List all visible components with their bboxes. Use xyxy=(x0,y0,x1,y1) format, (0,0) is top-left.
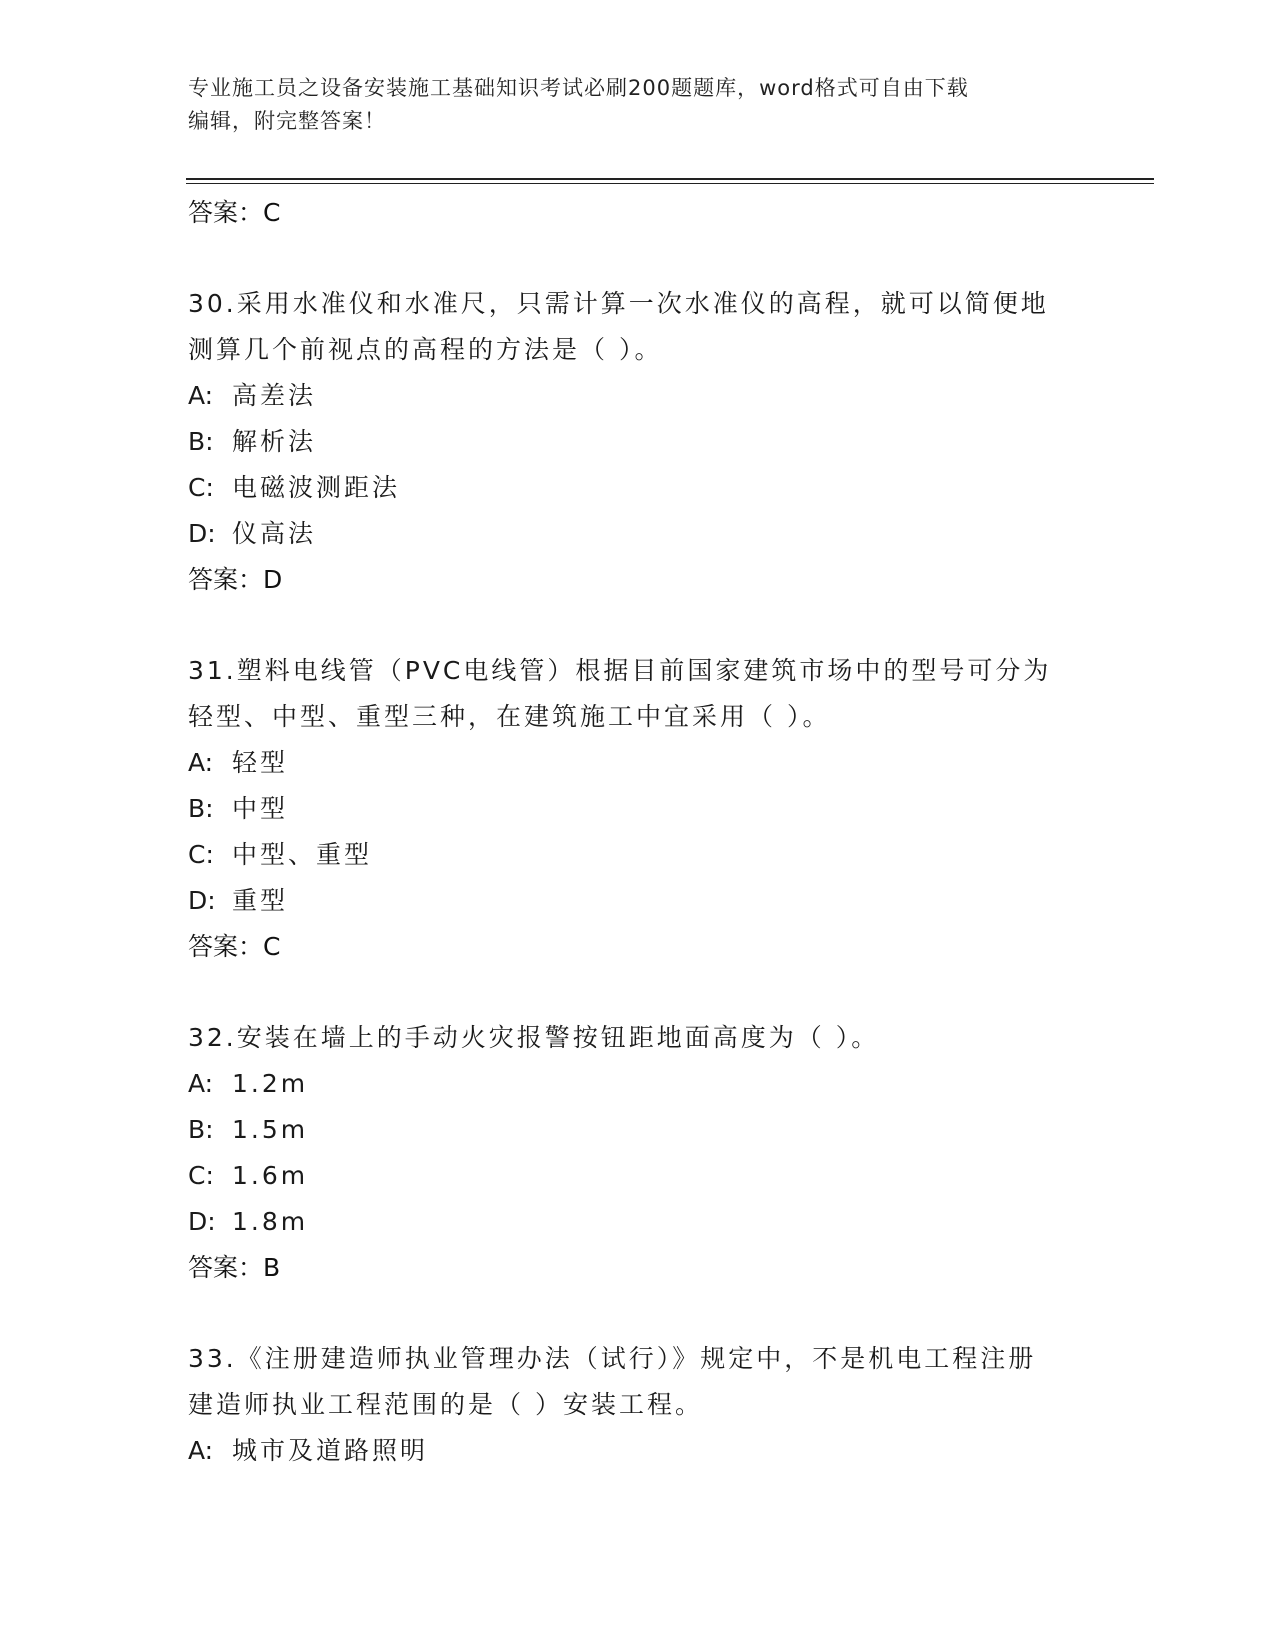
question-stem-line: 33.《注册建造师执业管理办法（试行）》规定中，不是机电工程注册 xyxy=(188,1344,1037,1373)
question-list xyxy=(188,190,1088,1474)
option-letter: A: xyxy=(188,1436,214,1465)
option-text: 高差法 xyxy=(232,381,317,410)
option-text: 1.2m xyxy=(232,1069,309,1098)
option-b xyxy=(188,419,1088,465)
question-33 xyxy=(188,1336,1088,1474)
answer-q29: 答案：C xyxy=(188,198,281,227)
question-stem xyxy=(188,281,1088,373)
option-text: 1.8m xyxy=(232,1207,309,1236)
spacer xyxy=(188,1291,1088,1336)
header-title-line1: 专业施工员之设备安装施工基础知识考试必刷200题题库，word格式可自由下载 xyxy=(188,76,969,100)
option-letter: C: xyxy=(188,840,214,869)
option-letter: C: xyxy=(188,473,214,502)
option-text: 城市及道路照明 xyxy=(232,1436,429,1465)
answer-q31: 答案：C xyxy=(188,932,281,961)
option-text: 中型、重型 xyxy=(232,840,373,869)
option-text: 1.5m xyxy=(232,1115,309,1144)
question-stem-line: 31.塑料电线管（PVC电线管）根据目前国家建筑市场中的型号可分为 xyxy=(188,656,1052,685)
answer-q30: 答案：D xyxy=(188,565,283,594)
option-b xyxy=(188,1107,1088,1153)
option-a xyxy=(188,373,1088,419)
spacer xyxy=(188,970,1088,1015)
option-text: 电磁波测距法 xyxy=(232,473,401,502)
spacer xyxy=(188,603,1088,648)
option-letter: B: xyxy=(188,427,214,456)
option-a xyxy=(188,1061,1088,1107)
header-title-line2: 编辑，附完整答案！ xyxy=(188,109,386,133)
option-letter: D: xyxy=(188,519,216,548)
option-letter: A: xyxy=(188,381,214,410)
answer-q32: 答案：B xyxy=(188,1253,281,1282)
question-32 xyxy=(188,1015,1088,1291)
option-a xyxy=(188,1428,1088,1474)
option-text: 解析法 xyxy=(232,427,317,456)
option-b xyxy=(188,786,1088,832)
option-text: 1.6m xyxy=(232,1161,309,1190)
question-stem-line: 32.安装在墙上的手动火灾报警按钮距地面高度为（ ）。 xyxy=(188,1023,880,1052)
option-letter: D: xyxy=(188,886,216,915)
option-letter: A: xyxy=(188,748,214,777)
header-divider-thin xyxy=(186,183,1154,184)
option-letter: D: xyxy=(188,1207,216,1236)
option-d xyxy=(188,511,1088,557)
question-stem xyxy=(188,648,1088,740)
question-30 xyxy=(188,281,1088,603)
question-stem-line: 30.采用水准仪和水准尺，只需计算一次水准仪的高程，就可以简便地 xyxy=(188,289,1049,318)
option-text: 重型 xyxy=(232,886,289,915)
option-c xyxy=(188,832,1088,878)
question-stem xyxy=(188,1015,1088,1061)
page-header xyxy=(188,72,1068,138)
option-letter: B: xyxy=(188,1115,214,1144)
option-d xyxy=(188,878,1088,924)
option-text: 中型 xyxy=(232,794,289,823)
option-letter: A: xyxy=(188,1069,214,1098)
option-letter: C: xyxy=(188,1161,214,1190)
header-divider-thick xyxy=(186,178,1154,180)
question-stem-line: 测算几个前视点的高程的方法是（ ）。 xyxy=(188,335,663,364)
option-letter: B: xyxy=(188,794,214,823)
option-text: 仪高法 xyxy=(232,519,317,548)
question-stem xyxy=(188,1336,1088,1428)
question-stem-line: 建造师执业工程范围的是（ ）安装工程。 xyxy=(188,1390,703,1419)
option-c xyxy=(188,465,1088,511)
option-d xyxy=(188,1199,1088,1245)
option-a xyxy=(188,740,1088,786)
question-31 xyxy=(188,648,1088,970)
option-text: 轻型 xyxy=(232,748,289,777)
spacer xyxy=(188,236,1088,281)
option-c xyxy=(188,1153,1088,1199)
question-stem-line: 轻型、中型、重型三种，在建筑施工中宜采用（ ）。 xyxy=(188,702,831,731)
